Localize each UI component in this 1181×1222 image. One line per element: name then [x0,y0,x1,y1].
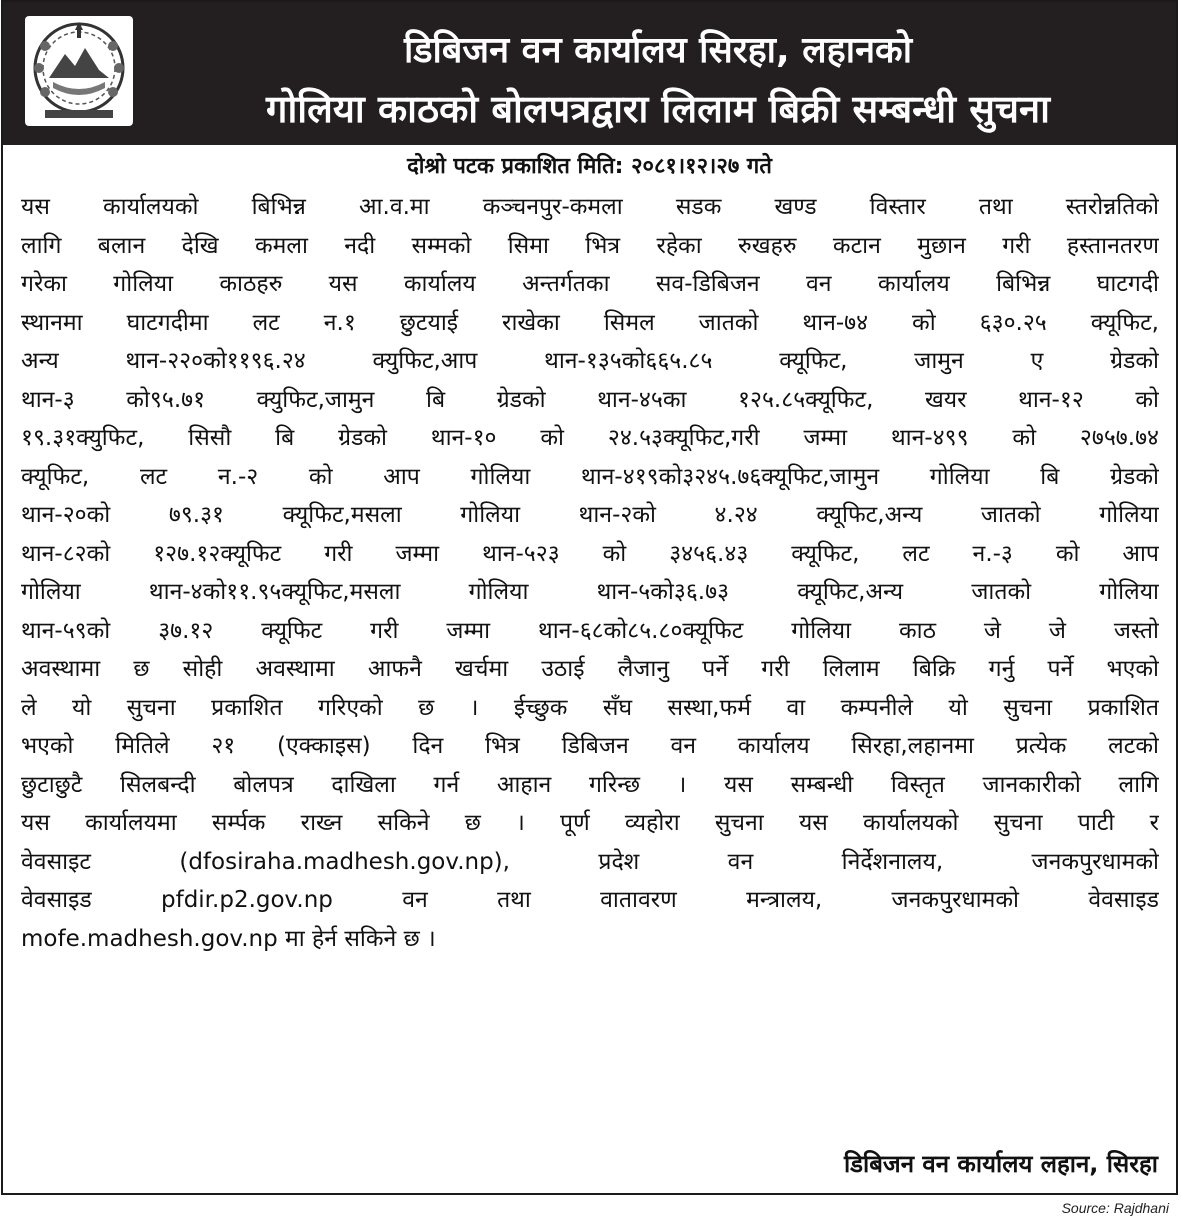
body-line: थान-५९को ३७.१२ क्यूफिट गरी जम्मा थान-६८को८५.८०क्यूफिट गोलिया काठ जे जे जस्तो [21,617,1159,644]
body-line: थान-२०को ७९.३१ क्यूफिट,मसला गोलिया थान-२को ४.२४ क्यूफिट,अन्य जातको गोलिया [21,502,1159,528]
body-line: क्यूफिट, लट न.-२ को आप गोलिया थान-४१९को३२४५.७६क्यूफिट,जामुन गोलिया बि ग्रेडको [21,463,1159,490]
body-line: गरेका गोलिया काठहरु यस कार्यालय अन्तर्गतका सव-डिबिजन वन कार्यालय बिभिन्न घाटगदी [21,271,1159,297]
body-line: छुटाछुटै सिलबन्दी बोलपत्र दाखिला गर्न आहान गरिन्छ । यस सम्बन्धी विस्तृत जानकारीको लागि [21,771,1159,798]
body-line: mofe.madhesh.gov.np मा हेर्न सकिने छ । [21,925,436,952]
notice-title-line1: डिबिजन वन कार्यालय सिरहा, लहानको [403,30,913,71]
body-line: वेवसाइड pfdir.p2.gov.np वन तथा वातावरण मन्त्रालय, जनकपुरधामको वेवसाइड [21,887,1159,913]
body-line: अन्य थान-२२०को११९६.२४ क्युफिट,आप थान-१३५को६६५.८५ क्यूफिट, जामुन ए ग्रेडको [21,348,1159,374]
body-line: ले यो सुचना प्रकाशित गरिएको छ । ईच्छुक सँघ सस्था,फर्म वा कम्पनीले यो सुचना प्रकाशित [21,694,1159,721]
body-line: अवस्थामा छ सोही अवस्थामा आफनै खर्चमा उठाई लैजानु पर्ने गरी लिलाम बिक्रि गर्नु पर्ने भएको [21,656,1159,682]
notice-title-line2: गोलिया काठको बोलपत्रद्वारा लिलाम बिक्री सम्बन्धी सुचना [266,87,1050,131]
body-line: यस कार्यालयमा सर्म्पक राख्न सकिने छ । पूर्ण व्यहोरा सुचना यस कार्यालयको सुचना पाटी र [21,810,1159,836]
body-line: १९.३१क्युफिट, सिसौ बि ग्रेडको थान-१० को २४.५३क्यूफिट,गरी जम्मा थान-४९९ को २७५७.७४ [21,425,1159,451]
body-line: वेवसाइट (dfosiraha.madhesh.gov.np), प्रदेश वन निर्देशनालय, जनकपुरधामको [21,848,1159,875]
notice-body [21,188,1159,958]
publication-date: दोश्रो पटक प्रकाशित मिति: २०८१।१२।२७ गते [407,154,772,179]
notice-frame [1,0,1178,1195]
issuer-signature: डिबिजन वन कार्यालय लहान, सिरहा [843,1150,1158,1178]
body-line: थान-८२को १२७.१२क्यूफिट गरी जम्मा थान-५२३ को ३४५६.४३ क्यूफिट, लट न.-३ को आप [21,540,1159,567]
body-line: भएको मितिले २१ (एक्काइस) दिन भित्र डिबिजन वन कार्यालय सिरहा,लहानमा प्रत्येक लटको [21,733,1159,759]
nepal-government-emblem-icon [25,16,133,126]
body-line: लागि बलान देखि कमला नदी सम्मको सिमा भित्र रहेका रुखहरु कटान मुछान गरी हस्तानतरण [21,232,1159,259]
notice-header [3,2,1176,145]
body-line: यस कार्यालयको बिभिन्न आ.व.मा कञ्चनपुर-कमला सडक खण्ड विस्तार तथा स्तरोन्नतिको [21,194,1159,220]
body-line: गोलिया थान-४को११.९५क्यूफिट,मसला गोलिया थान-५को३६.७३ क्यूफिट,अन्य जातको गोलिया [21,579,1159,605]
body-line: स्थानमा घाटगदीमा लट न.१ छुटयाई राखेका सिमल जातको थान-७४ को ६३०.२५ क्यूफिट, [21,309,1159,336]
source-credit: Source: Rajdhani [1061,1200,1169,1216]
body-line: थान-३ को९५.७१ क्युफिट,जामुन बि ग्रेडको थान-४५का १२५.८५क्यूफिट, खयर थान-१२ को [21,386,1159,413]
